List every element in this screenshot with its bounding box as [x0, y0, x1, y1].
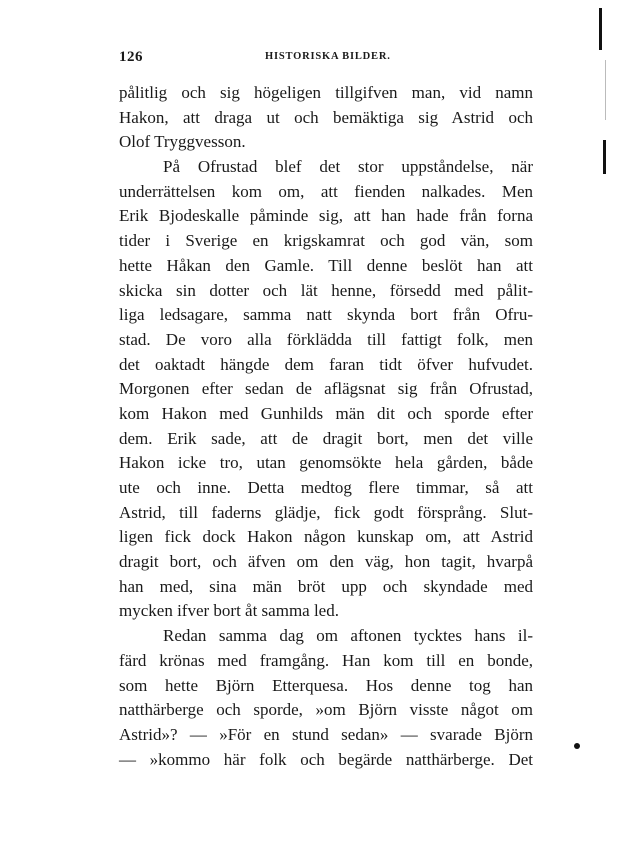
- page-number: 126: [119, 49, 143, 65]
- text-line: Hakon icke tro, utan genomsökte hela gården, både: [119, 453, 533, 473]
- text-line: Morgonen efter sedan de aflägsnat sig från Ofrustad,: [119, 379, 533, 399]
- text-line: — »kommo här folk och begärde natthärberge. Det: [119, 749, 533, 769]
- text-line: ligen fick dock Hakon någon kunskap om, att Astrid: [119, 527, 533, 547]
- text-line: Hakon, att draga ut och bemäktiga sig Astrid och: [119, 107, 533, 127]
- text-line: underrättelsen kom om, att fienden nalkades. Men: [119, 181, 533, 201]
- text-line: skicka sin dotter och lät henne, försedd med pålit-: [119, 280, 533, 300]
- text-line: han med, sina män bröt upp och skyndade med: [119, 576, 533, 596]
- scan-artifact: [605, 60, 606, 120]
- text-line: mycken ifver bort åt samma led.: [119, 601, 339, 621]
- text-line: som hette Björn Etterquesa. Hos denne tog han: [119, 675, 533, 695]
- text-line: hette Håkan den Gamle. Till denne beslöt han att: [119, 255, 533, 275]
- text-line: dragit bort, och äfven om den väg, hon tagit, hvarpå: [119, 552, 533, 572]
- running-head: [119, 49, 533, 69]
- text-line: ute och inne. Detta medtog flere timmar, så att: [119, 478, 533, 497]
- text-line: liga ledsagare, samma natt skynda bort från Ofru-: [119, 305, 533, 325]
- text-line: På Ofrustad blef det stor uppståndelse, när: [163, 157, 533, 177]
- text-line: tider i Sverige en krigskamrat och god vän, som: [119, 231, 533, 251]
- text-line: det oaktadt hängde dem faran tidt öfver hufvudet.: [119, 354, 533, 374]
- text-line: färd krönas med framgång. Han kom till en bonde,: [119, 650, 533, 670]
- scan-artifact: [599, 8, 602, 50]
- running-title: HISTORISKA BILDER.: [265, 51, 391, 62]
- body-text: [119, 81, 533, 772]
- text-line: pålitlig och sig högeligen tillgifven man, vid namn: [119, 83, 533, 102]
- scan-artifact: [574, 743, 580, 749]
- text-line: Astrid»? — »För en stund sedan» — svarade Björn: [119, 724, 533, 744]
- text-line: stad. De voro alla förklädda till fattigt folk, men: [119, 329, 533, 349]
- text-line: dem. Erik sade, att de dragit bort, men det ville: [119, 428, 533, 448]
- text-line: Erik Bjodeskalle påminde sig, att han hade från forna: [119, 206, 533, 226]
- text-line: Olof Tryggvesson.: [119, 132, 246, 152]
- text-line: natthärberge och sporde, »om Björn visste något om: [119, 700, 533, 720]
- text-line: Astrid, till faderns glädje, fick godt försprång. Slut-: [119, 502, 533, 522]
- text-line: kom Hakon med Gunhilds män dit och sporde efter: [119, 403, 533, 423]
- scan-artifact: [603, 140, 606, 174]
- text-line: Redan samma dag om aftonen tycktes hans il-: [163, 626, 533, 646]
